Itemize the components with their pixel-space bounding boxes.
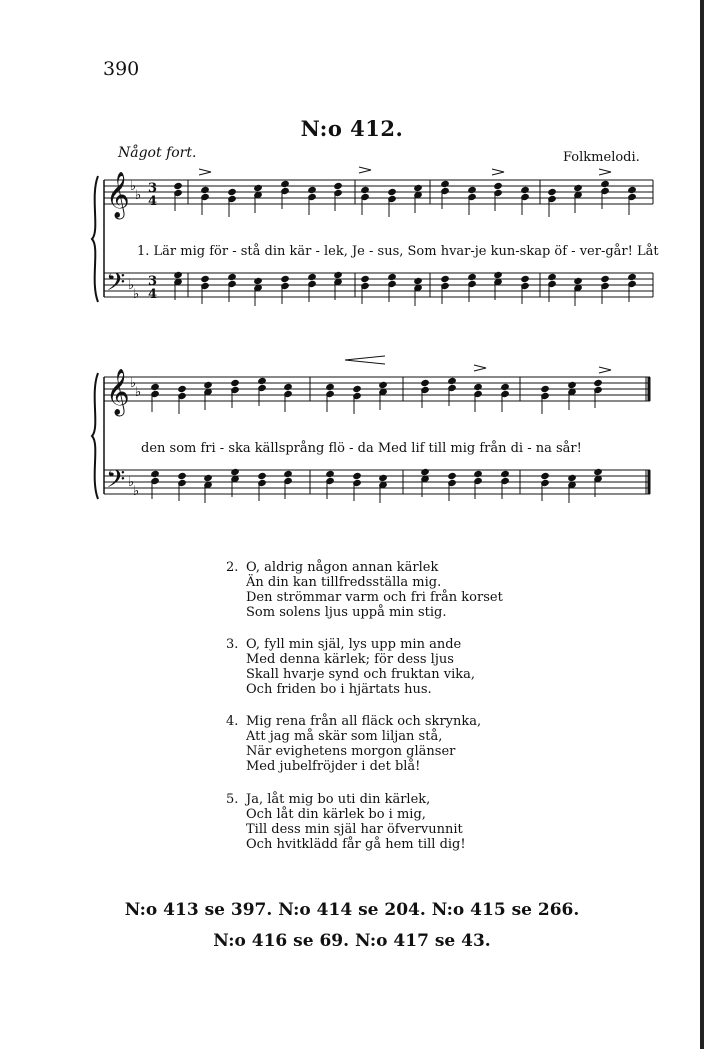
note-head [334, 182, 342, 189]
note-head [594, 468, 602, 475]
verse-number: 5. [226, 792, 239, 807]
verse-line: Och hvitklädd får gå hem till dig! [246, 837, 466, 852]
time-signature: 3 [148, 181, 158, 196]
note-head [258, 377, 266, 384]
bass-clef-icon: 𝄢 [106, 465, 126, 500]
note-head [548, 273, 556, 280]
tempo-marking: Något fort. [118, 145, 197, 161]
note-head [326, 470, 334, 477]
note-head [308, 186, 316, 193]
accent-mark [599, 169, 611, 175]
note-head [474, 470, 482, 477]
accent-mark [474, 365, 486, 371]
note-head [334, 271, 342, 278]
accent-mark [492, 169, 504, 175]
note-head [174, 182, 182, 189]
verse-line: Till dess min själ har öfvervunnit [246, 822, 463, 837]
brace [92, 373, 98, 499]
note-head [201, 186, 209, 193]
note-head [281, 275, 289, 282]
flat-icon: ♭ [133, 287, 140, 302]
page-number: 390 [103, 58, 140, 80]
note-head [474, 383, 482, 390]
verse-number: 2. [226, 560, 239, 575]
note-head [353, 385, 361, 392]
melody-source: Folkmelodi. [563, 150, 640, 165]
flat-icon: ♭ [133, 484, 140, 499]
note-head [601, 275, 609, 282]
verse-line: Och låt din kärlek bo i mig, [246, 807, 426, 822]
note-head [326, 383, 334, 390]
accent-mark [359, 167, 371, 173]
accent-mark [599, 367, 611, 373]
note-head [281, 180, 289, 187]
note-head [151, 470, 159, 477]
flat-icon: ♭ [128, 475, 135, 490]
note-head [568, 474, 576, 481]
note-head [628, 186, 636, 193]
note-head [448, 472, 456, 479]
lyric-line-1: 1. Lär mig för - stå din kär - lek, Je - sus, Som hvar-je kun-skap öf - ver-går! Låt [137, 244, 659, 259]
verse-number: 3. [226, 637, 239, 652]
note-head [628, 273, 636, 280]
note-head [568, 381, 576, 388]
note-head [379, 381, 387, 388]
note-head [541, 385, 549, 392]
note-head [421, 379, 429, 386]
verse-3 [226, 637, 475, 697]
note-head [388, 273, 396, 280]
note-head [178, 472, 186, 479]
note-head [501, 470, 509, 477]
note-head [548, 188, 556, 195]
note-head [308, 273, 316, 280]
note-head [521, 186, 529, 193]
note-head [284, 383, 292, 390]
verse-line: Än din kan tillfredsställa mig. [246, 575, 442, 590]
verse-line: Med denna kärlek; för dess ljus [246, 652, 454, 667]
note-head [228, 188, 236, 195]
hymn-number: N:o 412. [300, 116, 404, 141]
crescendo-mark [345, 356, 385, 364]
flat-icon: ♭ [130, 376, 137, 391]
verse-line: När evighetens morgon glänser [246, 744, 456, 759]
note-head [414, 184, 422, 191]
note-head [441, 275, 449, 282]
verse-4 [226, 714, 481, 774]
verse-line: Den strömmar varm och fri från korset [246, 590, 503, 605]
time-signature: 3 [148, 274, 158, 289]
verse-line: Och friden bo i hjärtats hus. [246, 682, 432, 697]
verse-2 [226, 560, 503, 620]
note-head [574, 184, 582, 191]
time-signature: 4 [148, 287, 158, 302]
verse-number: 4. [226, 714, 239, 729]
note-head [494, 182, 502, 189]
verse-line: O, aldrig någon annan kärlek [246, 560, 439, 575]
note-head [594, 379, 602, 386]
flat-icon: ♭ [128, 278, 135, 293]
verse-5 [226, 792, 466, 852]
note-head [494, 271, 502, 278]
note-head [361, 186, 369, 193]
verse-line: O, fyll min själ, lys upp min ande [246, 637, 462, 652]
note-head [204, 474, 212, 481]
verse-line: Skall hvarje synd och fruktan vika, [246, 667, 475, 682]
note-head [258, 472, 266, 479]
note-head [204, 381, 212, 388]
note-head [468, 273, 476, 280]
verse-line: Mig rena från all fläck och skrynka, [246, 714, 482, 729]
note-head [541, 472, 549, 479]
bass-clef-icon: 𝄢 [106, 268, 126, 303]
note-head [421, 468, 429, 475]
verse-line: Ja, låt mig bo uti din kärlek, [246, 792, 431, 807]
note-head [441, 180, 449, 187]
note-head [231, 468, 239, 475]
note-head [501, 383, 509, 390]
flat-icon: ♭ [135, 385, 142, 400]
note-head [521, 275, 529, 282]
treble-clef-icon: 𝄞 [106, 369, 130, 415]
flat-icon: ♭ [135, 188, 142, 203]
verse-line: Som solens ljus uppå min stig. [246, 605, 447, 620]
verse-line: Med jubelfröjder i det blå! [246, 759, 421, 774]
flat-icon: ♭ [130, 179, 137, 194]
note-head [228, 273, 236, 280]
brace [92, 176, 98, 302]
note-head [601, 180, 609, 187]
note-head [353, 472, 361, 479]
note-head [284, 470, 292, 477]
time-signature: 4 [148, 194, 158, 209]
note-head [201, 275, 209, 282]
treble-clef-icon: 𝄞 [106, 172, 130, 218]
note-head [174, 271, 182, 278]
cross-reference-line-2: N:o 416 se 69. N:o 417 se 43. [213, 931, 491, 951]
note-head [151, 383, 159, 390]
lyric-line-2: den som fri - ska källsprång flö - da Med lif till mig från di - na sår! [141, 441, 582, 456]
note-head [448, 377, 456, 384]
note-head [254, 184, 262, 191]
note-head [231, 379, 239, 386]
note-head [379, 474, 387, 481]
note-head [178, 385, 186, 392]
verse-line: Att jag må skär som liljan stå, [246, 729, 443, 744]
note-head [254, 277, 262, 284]
accent-mark [199, 169, 211, 175]
note-head [361, 275, 369, 282]
cross-reference-line-1: N:o 413 se 397. N:o 414 se 204. N:o 415 se 266. [124, 900, 580, 920]
note-head [414, 277, 422, 284]
note-head [468, 186, 476, 193]
note-head [574, 277, 582, 284]
note-head [388, 188, 396, 195]
